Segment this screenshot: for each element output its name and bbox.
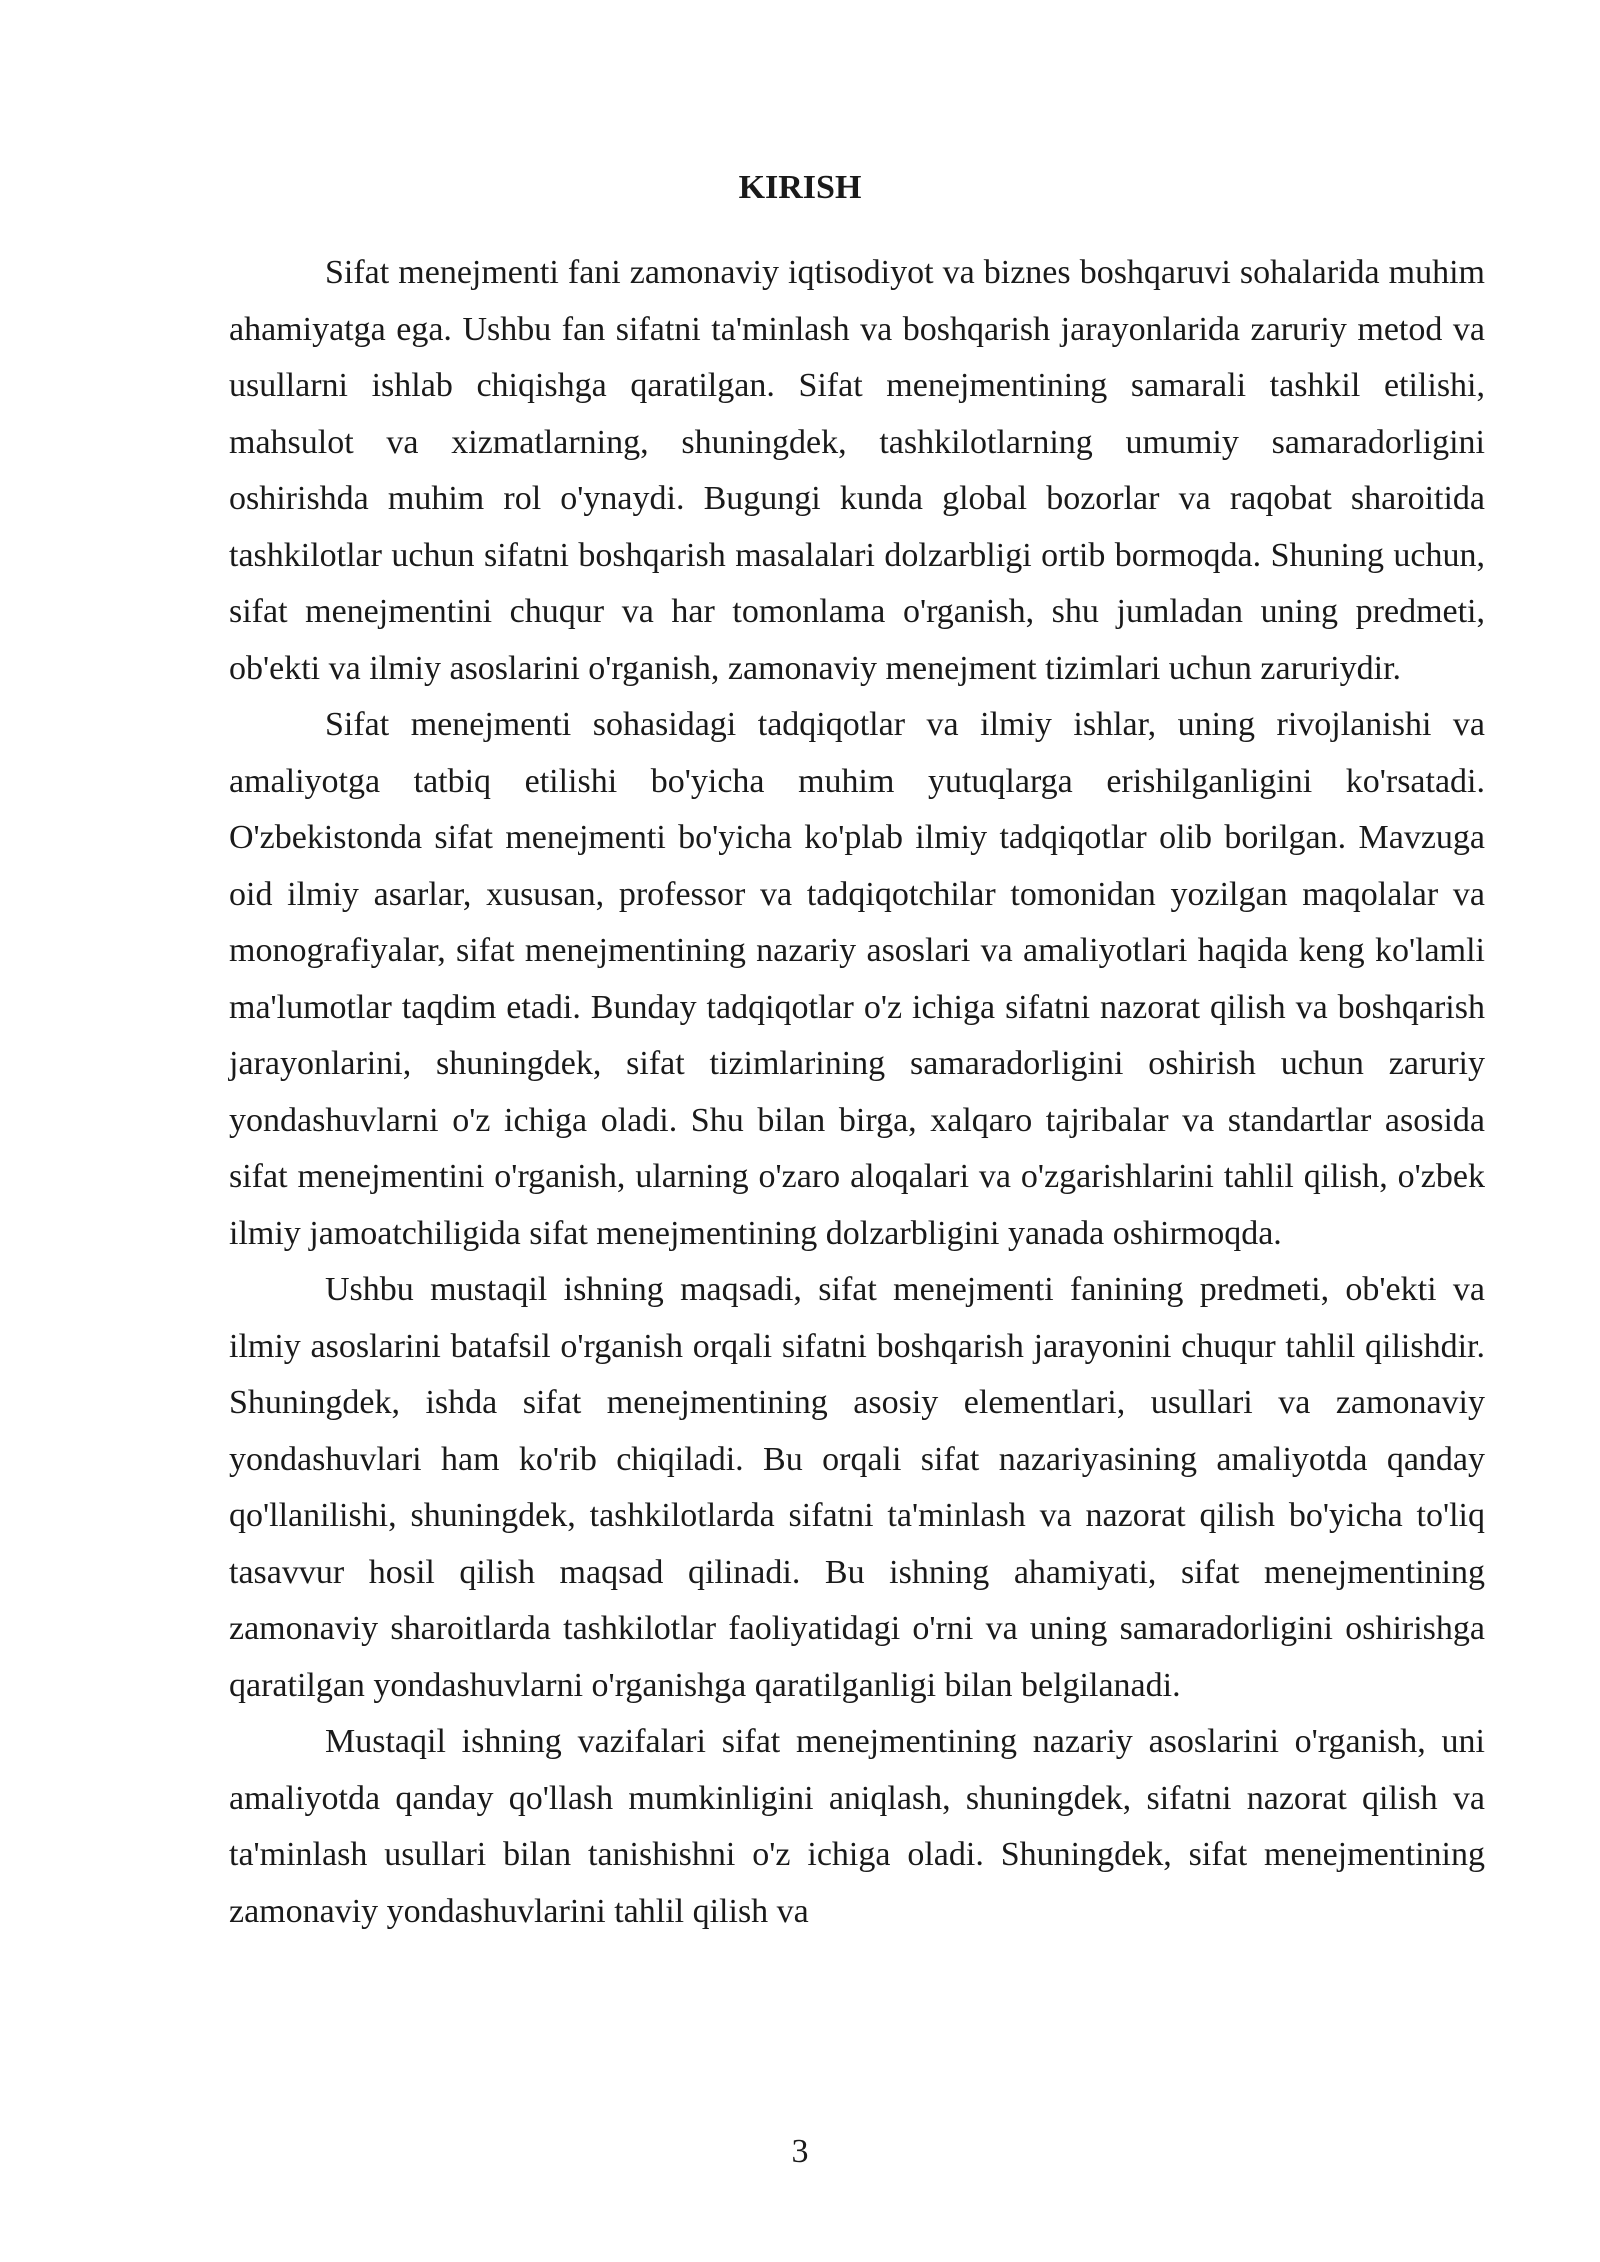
paragraph-4: Mustaqil ishning vazifalari sifat menejmentining nazariy asoslarini o'rganish, uni amaliyotda qanday qo'llash mumkinligini aniqlash, shuningdek, sifatni nazorat qilish va ta'minlash usullari bilan tanishishni o'z ichiga oladi. Shuningdek, sifat menejmentining zamonaviy yondashuvlarini tahlil qilish va <box>229 1723 1485 1930</box>
page-title: KIRISH <box>738 169 862 206</box>
paragraph-1: Sifat menejmenti fani zamonaviy iqtisodiyot va biznes boshqaruvi sohalarida muhim ahamiyatga ega. Ushbu fan sifatni ta'minlash va boshqarish jarayonlarida zaruriy metod va usullarni ishlab chiqishga qaratilgan. Sifat menejmentining samarali tashkil etilishi, mahsulot va xizmatlarning, shuningdek, tashkilotlarning umumiy samaradorligini oshirishda muhim rol o'ynaydi. Bugungi kunda global bozorlar va raqobat sharoitida tashkilotlar uchun sifatni boshqarish masalalari dolzarbligi ortib bormoqda. Shuning uchun, sifat menejmentini chuqur va har tomonlama o'rganish, shu jumladan uning predmeti, ob'ekti va ilmiy asoslarini o'rganish, zamonaviy menejment tizimlari uchun zaruriydir. <box>229 254 1485 687</box>
paragraph-3: Ushbu mustaqil ishning maqsadi, sifat menejmenti fanining predmeti, ob'ekti va ilmiy asoslarini batafsil o'rganish orqali sifatni boshqarish jarayonini chuqur tahlil qilishdir. Shuningdek, ishda sifat menejmentining asosiy elementlari, usullari va zamonaviy yondashuvlari ham ko'rib chiqiladi. Bu orqali sifat nazariyasining amaliyotda qanday qo'llanilishi, shuningdek, tashkilotlarda sifatni ta'minlash va nazorat qilish bo'yicha to'liq tasavvur hosil qilish maqsad qilinadi. Bu ishning ahamiyati, sifat menejmentining zamonaviy sharoitlarda tashkilotlar faoliyatidagi o'rni va uning samaradorligini oshirishga qaratilgan yondashuvlarni o'rganishga qaratilganligi bilan belgilanadi. <box>229 1271 1485 1704</box>
document-body <box>229 245 1485 1940</box>
paragraph-2: Sifat menejmenti sohasidagi tadqiqotlar va ilmiy ishlar, uning rivojlanishi va amaliyotga tatbiq etilishi bo'yicha muhim yutuqlarga erishilganligini ko'rsatadi. O'zbekistonda sifat menejmenti bo'yicha ko'plab ilmiy tadqiqotlar olib borilgan. Mavzuga oid ilmiy asarlar, xususan, professor va tadqiqotchilar tomonidan yozilgan maqolalar va monografiyalar, sifat menejmentining nazariy asoslari va amaliyotlari haqida keng ko'lamli ma'lumotlar taqdim etadi. Bunday tadqiqotlar o'z ichiga sifatni nazorat qilish va boshqarish jarayonlarini, shuningdek, sifat tizimlarining samaradorligini oshirish uchun zaruriy yondashuvlarni o'z ichiga oladi. Shu bilan birga, xalqaro tajribalar va standartlar asosida sifat menejmentini o'rganish, ularning o'zaro aloqalari va o'zgarishlarini tahlil qilish, o'zbek ilmiy jamoatchiligida sifat menejmentining dolzarbligini yanada oshirmoqda. <box>229 706 1485 1252</box>
page-number: 3 <box>791 2133 809 2170</box>
